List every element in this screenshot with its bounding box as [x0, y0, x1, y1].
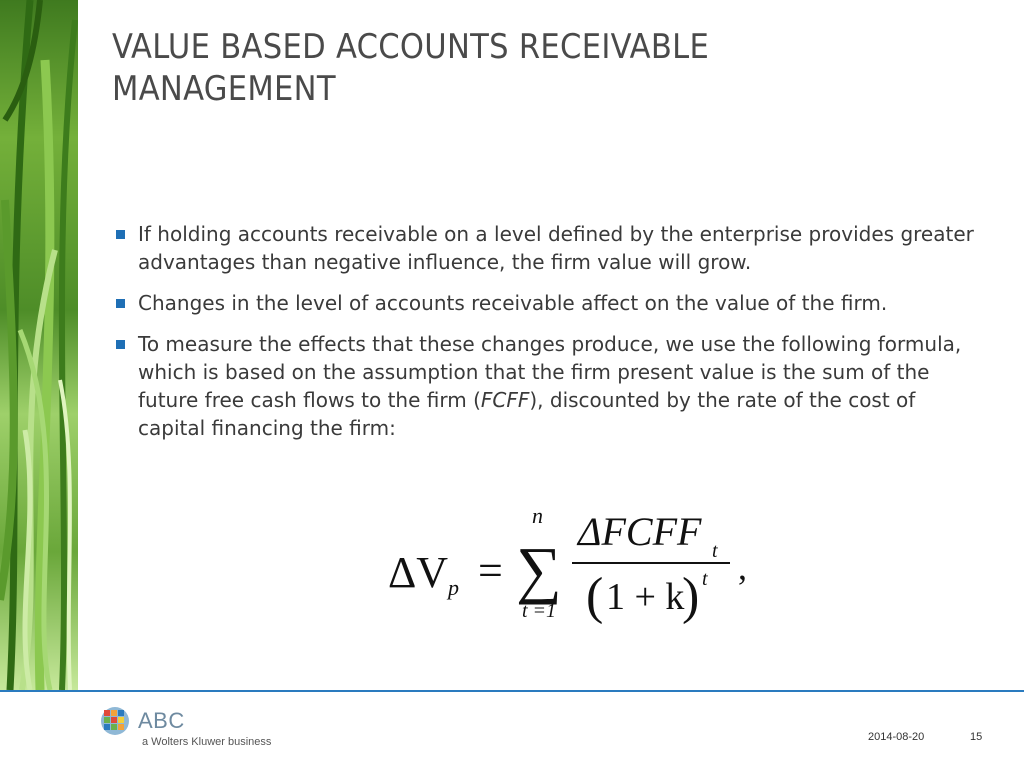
numerator-sub: t: [712, 540, 718, 562]
slide-date: 2014-08-20: [868, 731, 925, 743]
formula-equals: =: [478, 546, 503, 595]
bullet-item: [112, 330, 982, 442]
sum-lower-limit: t =1: [522, 600, 557, 622]
denominator: 1 + k: [606, 576, 685, 618]
page-number: 15: [970, 731, 983, 743]
formula-comma: ,: [738, 547, 747, 587]
logo-name: ABC: [138, 708, 185, 733]
left-paren: (: [586, 568, 604, 625]
square-bullet-icon: [116, 340, 125, 349]
bullet-item: [112, 289, 982, 317]
title-line-1: VALUE BASED ACCOUNTS RECEIVABLE: [112, 27, 710, 67]
bullet-text: If holding accounts receivable on a level defined by the enterprise provides greater advantages than negative influence, the firm value will grow.: [138, 222, 974, 274]
bullet-text-fcff: FCFF: [480, 388, 530, 412]
slide-title: [112, 26, 992, 110]
bullet-text-post: ), discounted by the rate of the cost of capital financing the firm:: [138, 388, 916, 440]
bullet-text: Changes in the level of accounts receivable affect on the value of the firm.: [138, 291, 888, 315]
grass-decoration: [0, 0, 78, 690]
sum-symbol: ∑: [516, 534, 562, 605]
numerator: ΔFCFF: [578, 509, 702, 554]
square-bullet-icon: [116, 230, 125, 239]
formula-lhs-sub: p: [448, 575, 459, 600]
square-bullet-icon: [116, 299, 125, 308]
logo-mark-icon: [100, 706, 130, 736]
bullet-item: [112, 220, 982, 276]
formula-svg: [380, 505, 770, 635]
title-line-2: MANAGEMENT: [112, 69, 336, 109]
logo-tagline: a Wolters Kluwer business: [142, 736, 272, 748]
formula-lhs: ΔV: [388, 548, 449, 597]
footer-divider: [0, 690, 1024, 692]
grass-blades-image: [0, 0, 78, 690]
bullet-text-pre: To measure the effects that these changes produce, we use the following formula, which is based on the assumption that the firm present value is the sum of the future free cash flows to the firm (: [138, 332, 962, 412]
npv-formula: [380, 505, 770, 639]
denominator-exp: t: [702, 568, 708, 590]
sum-upper-limit: n: [532, 505, 543, 528]
right-paren: ): [682, 568, 700, 625]
bullet-list: [112, 220, 982, 455]
